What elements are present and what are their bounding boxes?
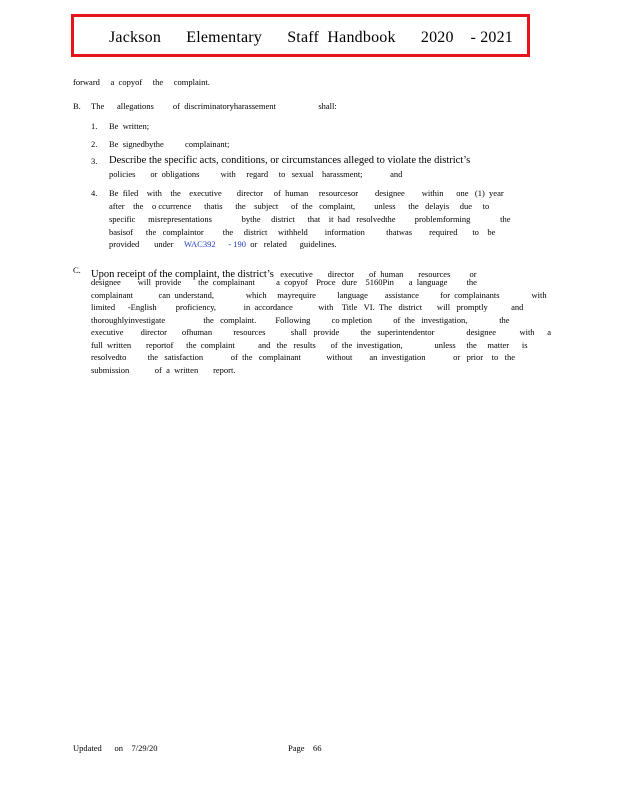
section-b-heading: The allegations of discriminatoryharassement shall: — [91, 101, 337, 111]
footer-page-number: Page 66 — [288, 743, 322, 753]
item-3-text-line-1: Describe the specific acts, conditions, or circumstances alleged to violate the district’s — [109, 155, 471, 166]
item-4-number: 4. — [91, 188, 98, 198]
section-c-line-3: complainant can understand, which mayrequire language assistance for complainants with — [91, 290, 547, 300]
section-c-label: C. — [73, 265, 81, 275]
section-c-line-4: limited -English proficiency, in accordance with Title VI. The district will promptly and — [91, 302, 524, 312]
footer-updated: Updated on 7/29/20 — [73, 743, 158, 753]
section-c-line-1: Upon receipt of the complaint, the district’s executive director of human resources or — [91, 269, 477, 280]
item-4-line-2: after the o ccurrence thatis the subject of the complaint, unless the delayis due to — [109, 201, 490, 211]
section-c-line-6: executive director ofhuman resources shall provide the superintendentor designee with a — [91, 327, 552, 337]
item-4-line-3: specific misrepresentations bythe district that it had resolvedthe problemforming the — [109, 214, 511, 224]
page-title: Jackson Elementary Staff Handbook 2020 - 2021 — [109, 29, 513, 46]
item-4-line-1: Be filed with the executive director of human resourcesor designee within one (1) year — [109, 188, 504, 198]
section-c-line-8: resolvedto the satisfaction of the complainant without an investigation or prior to the — [91, 352, 515, 362]
section-c-line-5: thoroughlyinvestigate the complaint. Following co mpletion of the investigation, the — [91, 315, 510, 325]
section-c-line-7: full written reportof the complaint and the results of the investigation, unless the matter is — [91, 340, 528, 350]
item-4-line-5: provided under WAC392 - 190 or related guidelines. — [109, 239, 337, 249]
item-2-number: 2. — [91, 139, 98, 149]
section-b-label: B. — [73, 101, 81, 111]
item-1-number: 1. — [91, 121, 98, 131]
header-box — [71, 14, 530, 57]
intro-text: forward a copyof the complaint. — [73, 77, 210, 87]
section-c-line-2: designee will provide the complainant a copyof Proce dure 5160Pin a language the — [91, 277, 477, 287]
section-c-line-9: submission of a written report. — [91, 365, 236, 375]
wac-reference-link[interactable]: WAC392 - 190 — [183, 239, 247, 249]
item-3-text-line-2: policies or obligations with regard to sexual harassment; and — [109, 169, 403, 179]
item-3-number: 3. — [91, 156, 98, 166]
item-1-text: Be written; — [109, 121, 150, 131]
item-4-line-4: basisof the complaintor the district withheld information thatwas required to be — [109, 227, 496, 237]
item-2-text: Be signedbythe complainant; — [109, 139, 230, 149]
